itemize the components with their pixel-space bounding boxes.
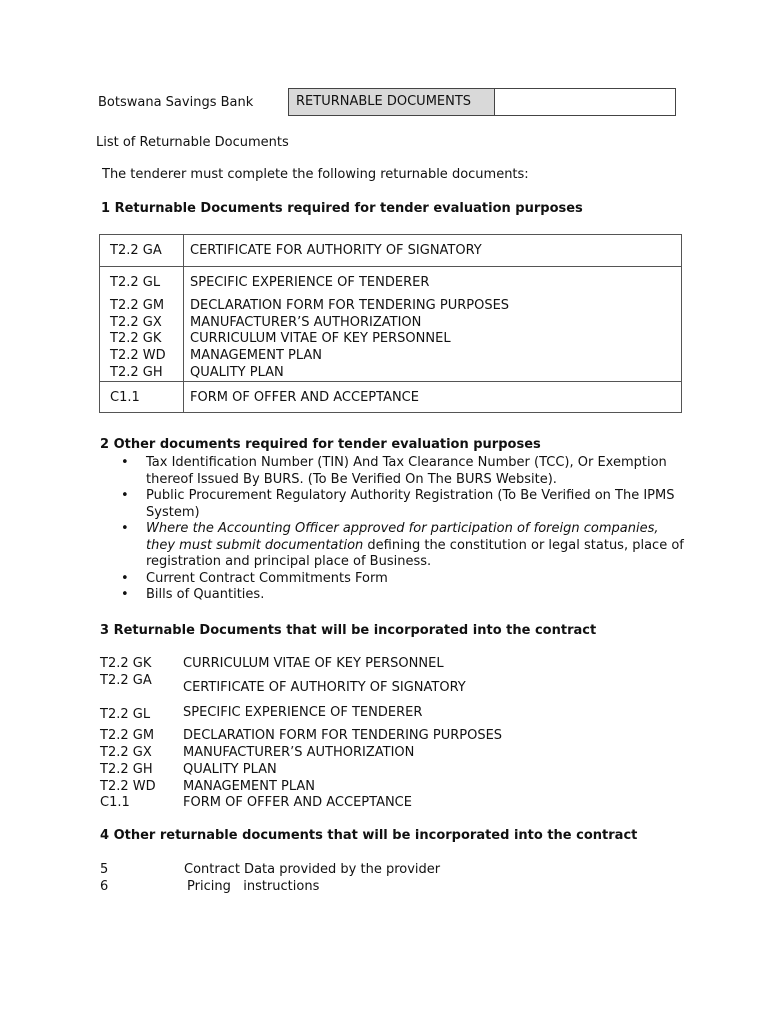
list-item-code: T2.2 GL xyxy=(100,707,151,722)
intro-text: The tenderer must complete the following returnable documents: xyxy=(102,167,529,182)
list-item: • Where the Accounting Officer approved for participation of foreign companies, they must submit documentation defining the constitution or legal status, place of registration and principal place of Business. xyxy=(118,521,718,571)
list-item-code: C1.1 xyxy=(100,795,130,810)
list-item-desc: DECLARATION FORM FOR TENDERING PURPOSES xyxy=(183,728,503,743)
table-cell-desc: MANAGEMENT PLAN xyxy=(190,348,323,363)
table-cell-desc: CURRICULUM VITAE OF KEY PERSONNEL xyxy=(190,331,451,346)
table-cell-desc: QUALITY PLAN xyxy=(190,365,284,380)
table-cell-code: T2.2 GH xyxy=(110,365,163,380)
list-item-code: T2.2 GM xyxy=(100,728,155,743)
list-item-desc: FORM OF OFFER AND ACCEPTANCE xyxy=(183,795,412,810)
table-cell-desc: FORM OF OFFER AND ACCEPTANCE xyxy=(190,390,419,405)
list-item: • Bills of Quantities. xyxy=(118,587,718,604)
list-item-code: T2.2 GA xyxy=(100,673,152,688)
table-cell-desc: MANUFACTURER’S AUTHORIZATION xyxy=(190,315,422,330)
list-item-desc: SPECIFIC EXPERIENCE OF TENDERER xyxy=(183,705,423,720)
list-item-code: T2.2 GH xyxy=(100,762,153,777)
bank-name: Botswana Savings Bank xyxy=(98,95,254,110)
table-cell-code: T2.2 GM xyxy=(110,298,165,313)
list-item-code: T2.2 WD xyxy=(100,779,156,794)
list-item-text: Contract Data provided by the provider xyxy=(184,862,441,877)
header-box-label: RETURNABLE DOCUMENTS xyxy=(289,89,495,115)
header-box-empty-cell xyxy=(495,89,675,115)
table-cell-code: T2.2 GK xyxy=(110,331,162,346)
table-cell-code: T2.2 WD xyxy=(110,348,166,363)
list-item-desc: MANUFACTURER’S AUTHORIZATION xyxy=(183,745,415,760)
list-item-desc: CURRICULUM VITAE OF KEY PERSONNEL xyxy=(183,656,444,671)
list-item-text: Pricing instructions xyxy=(187,879,320,894)
section3-heading: 3 Returnable Documents that will be incorporated into the contract xyxy=(100,623,597,638)
list-item-number: 5 xyxy=(100,862,109,877)
section1-heading: 1 Returnable Documents required for tender evaluation purposes xyxy=(101,201,583,216)
list-item-desc: QUALITY PLAN xyxy=(183,762,277,777)
list-item-code: T2.2 GK xyxy=(100,656,152,671)
list-item-code: T2.2 GX xyxy=(100,745,152,760)
list-item: • Public Procurement Regulatory Authority Registration (To Be Verified on The IPMS System) xyxy=(118,488,718,521)
list-item-desc: MANAGEMENT PLAN xyxy=(183,779,316,794)
table-cell-desc: SPECIFIC EXPERIENCE OF TENDERER xyxy=(190,275,430,290)
section2-heading: 2 Other documents required for tender evaluation purposes xyxy=(100,437,541,452)
page-title: List of Returnable Documents xyxy=(96,135,289,150)
section4-heading: 4 Other returnable documents that will be incorporated into the contract xyxy=(100,828,638,843)
table-cell-code: T2.2 GL xyxy=(110,275,161,290)
table-cell-desc: CERTIFICATE FOR AUTHORITY OF SIGNATORY xyxy=(190,243,482,258)
other-documents-list xyxy=(118,455,718,604)
table-cell-code: T2.2 GA xyxy=(110,243,162,258)
list-item: • Tax Identification Number (TIN) And Tax Clearance Number (TCC), Or Exemption thereof Issued By BURS. (To Be Verified On The BURS Website). xyxy=(118,455,718,488)
list-item-desc: CERTIFICATE OF AUTHORITY OF SIGNATORY xyxy=(183,680,466,695)
header-box xyxy=(288,88,676,116)
list-item-number: 6 xyxy=(100,879,109,894)
table-cell-desc: DECLARATION FORM FOR TENDERING PURPOSES xyxy=(190,298,510,313)
list-item: • Current Contract Commitments Form xyxy=(118,571,718,588)
returnable-documents-table xyxy=(99,234,682,413)
table-cell-code: C1.1 xyxy=(110,390,140,405)
table-cell-code: T2.2 GX xyxy=(110,315,162,330)
